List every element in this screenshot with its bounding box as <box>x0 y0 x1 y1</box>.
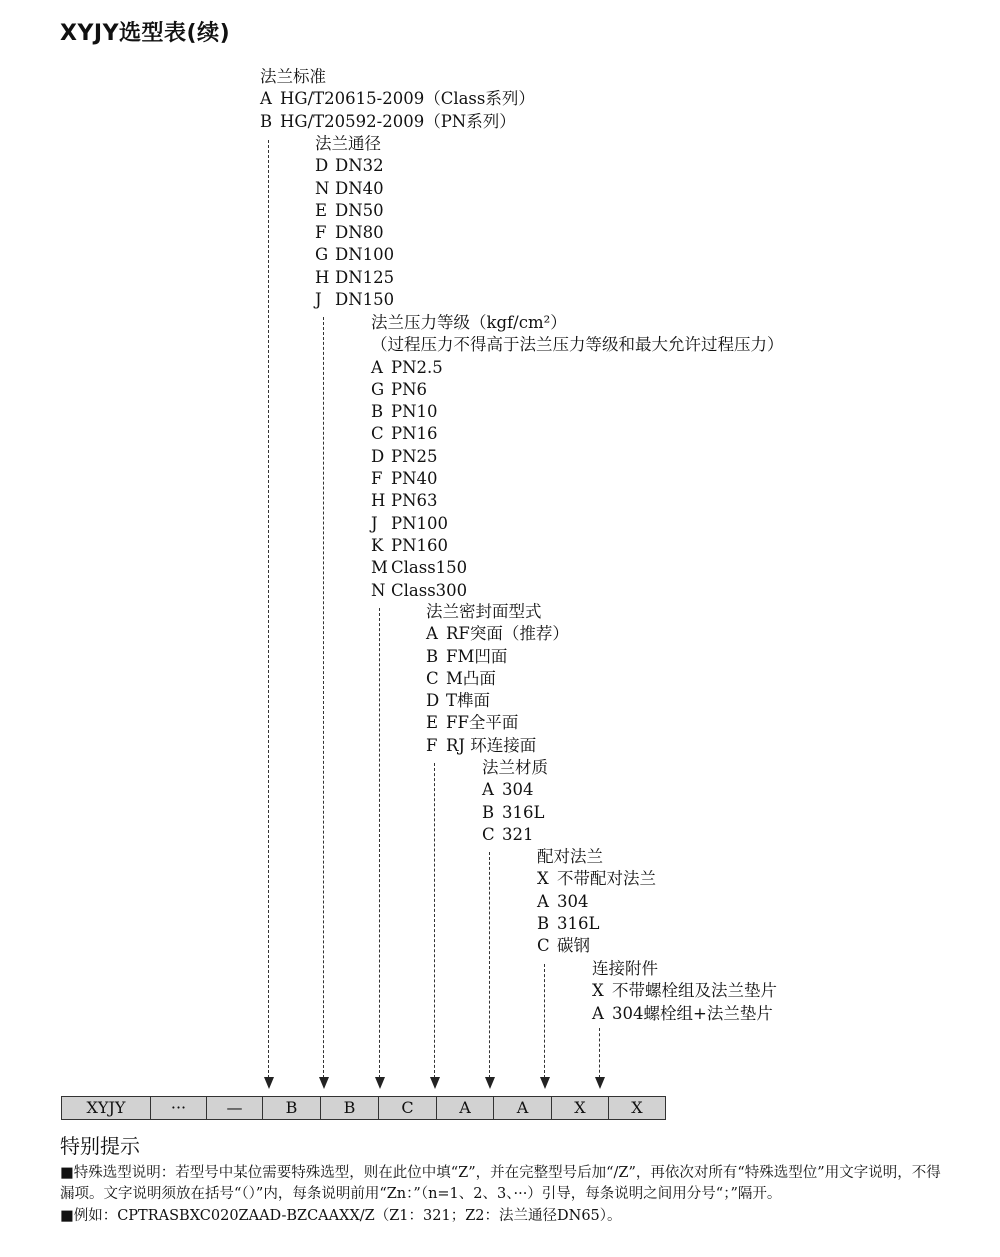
option-code: A <box>371 357 383 377</box>
option-row <box>260 88 535 110</box>
dashed-connector-line <box>489 852 490 1078</box>
option-label: 304 <box>502 780 534 800</box>
dashed-connector-line <box>434 763 435 1078</box>
option-label: 304 <box>557 891 589 911</box>
option-row <box>592 980 777 1002</box>
group-2 <box>371 312 784 602</box>
arrow-down-icon <box>540 1077 550 1089</box>
option-label: 316L <box>502 802 545 822</box>
group-4 <box>482 757 548 846</box>
option-row <box>371 490 784 512</box>
option-row <box>426 735 569 757</box>
option-row <box>537 891 656 913</box>
group-3 <box>426 601 569 757</box>
option-label: PN100 <box>391 513 449 533</box>
option-row <box>371 557 784 579</box>
option-row <box>371 357 784 379</box>
code-cell: A <box>494 1097 552 1119</box>
arrow-down-icon <box>595 1077 605 1089</box>
code-cell: — <box>207 1097 263 1119</box>
option-label: T榫面 <box>446 691 491 711</box>
option-code: G <box>315 245 329 265</box>
option-label: PN63 <box>391 491 438 511</box>
option-code: H <box>371 491 386 511</box>
option-code: A <box>260 89 272 109</box>
group-heading: 连接附件 <box>592 959 658 978</box>
dashed-connector-line <box>599 1028 600 1078</box>
dashed-connector-line <box>379 608 380 1078</box>
option-code: B <box>482 802 495 822</box>
notes-body <box>60 1163 942 1227</box>
option-label: 316L <box>557 913 600 933</box>
option-row <box>371 423 784 445</box>
option-code: B <box>260 111 273 131</box>
arrow-down-icon <box>264 1077 274 1089</box>
option-label: Class150 <box>391 558 468 578</box>
option-label: PN40 <box>391 469 438 489</box>
special-selection-text: 特殊选型说明：若型号中某位需要特殊选型，则在此位中填“Z”，并在完整型号后加“/Z”，再依次对所有“特殊选型位”用文字说明，不得漏项。文字说明须放在括号“（）”内，每条说明前用“Zn：”（n=1、2、3、···）引导，每条说明之间用分号“；”隔开。 <box>60 1165 941 1202</box>
arrow-down-icon <box>375 1077 385 1089</box>
option-code: C <box>426 668 439 688</box>
option-label: RJ 环连接面 <box>446 735 537 755</box>
option-label: HG/T20615-2009（Class系列） <box>280 89 535 109</box>
code-cell: A <box>437 1097 494 1119</box>
dashed-connector-line <box>323 317 324 1078</box>
option-row <box>482 824 548 846</box>
option-row <box>482 779 548 801</box>
option-row <box>537 868 656 890</box>
option-label: FF全平面 <box>446 713 519 733</box>
option-label: DN32 <box>335 156 384 176</box>
option-label: M凸面 <box>446 668 496 688</box>
example-text: 例如：CPTRASBXC020ZAAD-BZCAAXX/Z（Z1：321；Z2：法兰通径DN65）。 <box>73 1208 622 1224</box>
option-label: HG/T20592-2009（PN系列） <box>280 111 516 131</box>
option-label: FM凹面 <box>446 646 508 666</box>
option-label: PN2.5 <box>391 357 443 377</box>
bullet-square-icon: ■ <box>60 1208 74 1224</box>
option-code: D <box>315 156 329 176</box>
code-cell: X <box>552 1097 609 1119</box>
option-code: E <box>315 200 328 220</box>
option-row <box>426 646 569 668</box>
option-row <box>426 623 569 645</box>
option-row <box>371 513 784 535</box>
option-row <box>537 913 656 935</box>
option-label: DN125 <box>335 267 395 287</box>
option-code: J <box>371 513 378 533</box>
option-code: E <box>426 713 439 733</box>
group-heading: 法兰标准 <box>260 67 326 86</box>
option-code: C <box>537 936 550 956</box>
option-label: RF突面（推荐） <box>446 624 569 644</box>
option-code: G <box>371 379 385 399</box>
option-code: B <box>426 646 439 666</box>
group-heading: 法兰密封面型式 <box>426 602 542 621</box>
option-row <box>315 222 394 244</box>
code-cell: B <box>263 1097 321 1119</box>
option-code: J <box>315 290 322 310</box>
option-label: DN100 <box>335 245 395 265</box>
group-heading: 法兰通径 <box>315 134 381 153</box>
option-code: A <box>537 891 549 911</box>
option-label: DN80 <box>335 223 384 243</box>
option-code: A <box>426 624 438 644</box>
option-label: 不带螺栓组及法兰垫片 <box>612 981 777 1001</box>
group-heading: 配对法兰 <box>537 847 603 866</box>
option-code: F <box>426 735 438 755</box>
option-code: D <box>371 446 385 466</box>
code-cell: B <box>321 1097 379 1119</box>
option-row <box>371 468 784 490</box>
option-label: PN25 <box>391 446 438 466</box>
option-code: C <box>371 424 384 444</box>
option-row <box>315 244 394 266</box>
option-row <box>592 1003 777 1025</box>
option-code: N <box>371 580 386 600</box>
option-code: B <box>537 913 550 933</box>
option-label: DN40 <box>335 178 384 198</box>
option-row <box>371 379 784 401</box>
notes-title: 特别提示 <box>60 1134 140 1158</box>
option-code: B <box>371 402 384 422</box>
option-row <box>315 267 394 289</box>
option-row <box>315 178 394 200</box>
option-row <box>426 690 569 712</box>
group-heading: 法兰材质 <box>482 758 548 777</box>
code-cell: X <box>609 1097 665 1119</box>
option-label: PN16 <box>391 424 438 444</box>
option-code: F <box>371 469 383 489</box>
option-label: PN160 <box>391 535 449 555</box>
option-row <box>482 802 548 824</box>
example-note <box>60 1206 942 1227</box>
option-row <box>371 580 784 602</box>
option-code: H <box>315 267 330 287</box>
arrow-down-icon <box>319 1077 329 1089</box>
option-row <box>426 668 569 690</box>
group-5 <box>537 846 656 957</box>
dashed-connector-line <box>268 140 269 1078</box>
option-row <box>371 446 784 468</box>
option-row <box>426 712 569 734</box>
option-code: A <box>592 1003 604 1023</box>
option-label: DN150 <box>335 290 395 310</box>
code-cell: XYJY <box>62 1097 151 1119</box>
option-code: K <box>371 535 384 555</box>
option-code: N <box>315 178 330 198</box>
arrow-down-icon <box>430 1077 440 1089</box>
group-0 <box>260 66 535 133</box>
option-code: M <box>371 558 388 578</box>
option-code: X <box>537 869 549 889</box>
option-label: Class300 <box>391 580 468 600</box>
code-cell: ··· <box>151 1097 207 1119</box>
option-row <box>315 289 394 311</box>
bullet-square-icon: ■ <box>60 1165 74 1181</box>
group-1 <box>315 133 394 311</box>
option-row <box>371 535 784 557</box>
option-code: D <box>426 691 440 711</box>
dashed-connector-line <box>544 964 545 1078</box>
model-code-bar <box>61 1096 666 1120</box>
option-label: 304螺栓组+法兰垫片 <box>612 1003 773 1023</box>
option-row <box>260 111 535 133</box>
group-subheading: （过程压力不得高于法兰压力等级和最大允许过程压力） <box>371 335 784 355</box>
option-label: 碳钢 <box>557 936 590 956</box>
arrow-down-icon <box>485 1077 495 1089</box>
group-6 <box>592 958 777 1025</box>
page-title: XYJY选型表(续) <box>60 21 231 46</box>
group-heading: 法兰压力等级（kgf/cm²） <box>371 313 567 332</box>
option-row <box>315 155 394 177</box>
option-row <box>371 401 784 423</box>
special-selection-note <box>60 1163 942 1205</box>
option-label: DN50 <box>335 200 384 220</box>
option-code: X <box>592 981 604 1001</box>
option-label: PN10 <box>391 402 438 422</box>
option-row <box>315 200 394 222</box>
option-label: 321 <box>502 824 534 844</box>
code-cell: C <box>379 1097 437 1119</box>
option-label: PN6 <box>391 379 428 399</box>
option-code: A <box>482 780 494 800</box>
option-code: F <box>315 223 327 243</box>
option-label: 不带配对法兰 <box>557 869 656 889</box>
option-code: C <box>482 824 495 844</box>
option-row <box>537 935 656 957</box>
